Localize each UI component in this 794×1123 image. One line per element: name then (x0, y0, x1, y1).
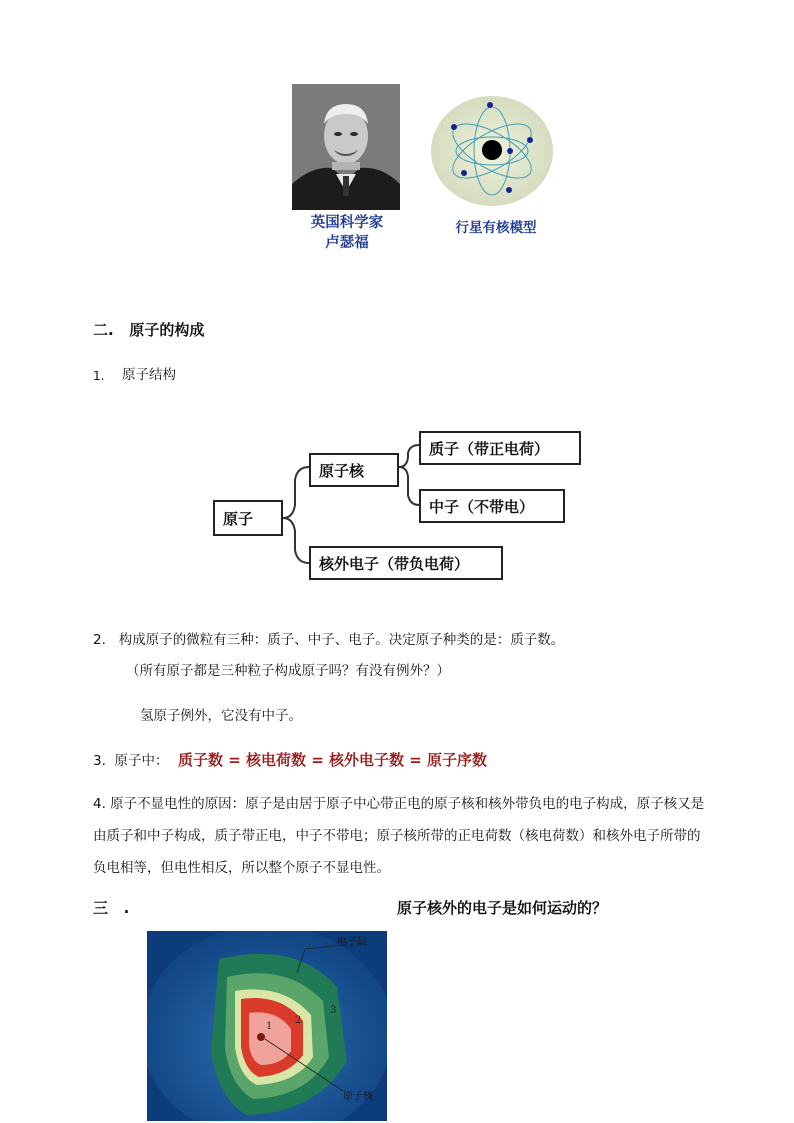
item2-text: 2. 构成原子的微粒有三种：质子、中子、电子。决定原子种类的是：质子数。 (93, 632, 565, 648)
portrait-caption (290, 213, 404, 253)
section3-heading: 原子核外的电子是如何运动的？ (397, 899, 608, 917)
electron-box: 核外电子（带负电荷） (309, 546, 503, 580)
atom-box: 原子 (213, 500, 283, 536)
section2-heading: 二. 原子的构成 (93, 321, 205, 339)
electron-shell-figure (147, 931, 387, 1121)
portrait-caption-line2: 卢瑟福 (325, 235, 369, 251)
proton-box: 质子（带正电荷） (419, 431, 581, 465)
shell-number-1: 1 (266, 1021, 273, 1032)
item1-number: 1. (93, 369, 105, 383)
planetary-model-figure (430, 95, 554, 207)
item3-equation: 质子数 = 核电荷数 = 核外电子数 = 原子序数 (178, 751, 488, 769)
item3-prefix: 3. 原子中： (93, 753, 169, 769)
shell-number-2: 2 (295, 1015, 302, 1026)
atom-structure-diagram (205, 425, 585, 590)
model-caption: 行星有核模型 (455, 220, 537, 236)
portrait-caption-line1: 英国科学家 (310, 215, 384, 231)
item4-paragraph: 4. 原子不显电性的原因：原子是由居于原子中心带正电的原子核和核外带负电的电子构成，原子核又是由质子和中子构成，质子带正电，中子不带电；原子核所带的正电荷数（核电荷数）和核外电子所带的负电相等，但电性相反，所以整个原子不显电性。 (93, 796, 705, 876)
shell-label: 电子层 (337, 937, 367, 948)
nucleus-label: 原子核 (343, 1091, 373, 1102)
item2-answer: 氢原子例外，它没有中子。 (140, 708, 302, 724)
neutron-box: 中子（不带电） (419, 489, 565, 523)
rutherford-portrait (292, 84, 400, 210)
section3-number: 三 . (93, 899, 130, 917)
nucleus-box: 原子核 (309, 453, 399, 487)
item1-text: 原子结构 (122, 367, 176, 383)
shell-number-3: 3 (330, 1005, 337, 1016)
item2-question: （所有原子都是三种粒子构成原子吗？有没有例外？） (126, 663, 450, 679)
